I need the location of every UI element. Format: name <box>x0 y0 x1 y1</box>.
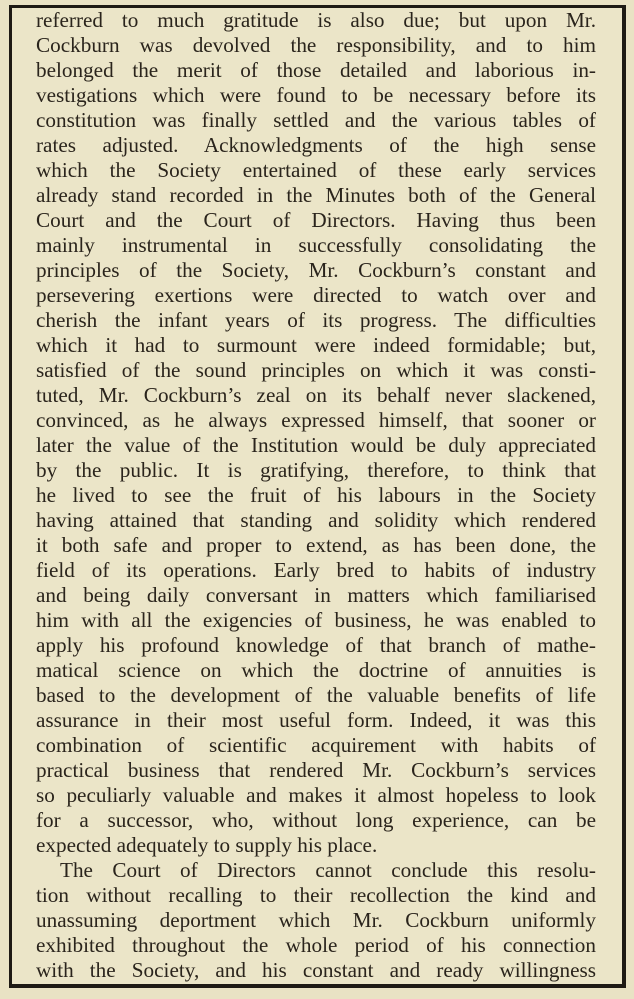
text-line: already stand recorded in the Minutes both of the General <box>36 183 596 207</box>
text-line: practical business that rendered Mr. Cockburn’s services <box>36 758 596 782</box>
text-line: convinced, as he always expressed himself, that sooner or <box>36 408 596 432</box>
text-line: which the Society entertained of these early services <box>36 158 596 182</box>
text-line: constitution was finally settled and the various tables of <box>36 108 596 132</box>
text-line: which it had to surmount were indeed formidable; but, <box>36 333 596 357</box>
text-line: belonged the merit of those detailed and laborious in- <box>36 58 596 82</box>
text-line: tuted, Mr. Cockburn’s zeal on its behalf never slackened, <box>36 383 596 407</box>
text-line: matical science on which the doctrine of annuities is <box>36 658 596 682</box>
text-line: persevering exertions were directed to watch over and <box>36 283 596 307</box>
text-line: rates adjusted. Acknowledgments of the high sense <box>36 133 596 157</box>
text-line: field of its operations. Early bred to habits of industry <box>36 558 596 582</box>
text-line: Cockburn was devolved the responsibility, and to him <box>36 33 596 57</box>
text-line: tion without recalling to their recollection the kind and <box>36 883 596 907</box>
paragraph-end-line: expected adequately to supply his place. <box>36 833 378 857</box>
text-line: him with all the exigencies of business, he was enabled to <box>36 608 596 632</box>
text-line: satisfied of the sound principles on which it was consti- <box>36 358 596 382</box>
text-line: combination of scientific acquirement with habits of <box>36 733 596 757</box>
text-line: by the public. It is gratifying, therefore, to think that <box>36 458 596 482</box>
text-line: with the Society, and his constant and ready willingness <box>36 958 596 982</box>
paragraph-start-line: The Court of Directors cannot conclude this resolu- <box>60 858 596 882</box>
text-line: unassuming deportment which Mr. Cockburn uniformly <box>36 908 596 932</box>
text-line: so peculiarly valuable and makes it almost hopeless to look <box>36 783 596 807</box>
text-line: having attained that standing and solidity which rendered <box>36 508 596 532</box>
text-line: Court and the Court of Directors. Having thus been <box>36 208 596 232</box>
text-line: assurance in their most useful form. Indeed, it was this <box>36 708 596 732</box>
text-line: he lived to see the fruit of his labours in the Society <box>36 483 596 507</box>
text-line: and being daily conversant in matters which familiarised <box>36 583 596 607</box>
text-line: mainly instrumental in successfully consolidating the <box>36 233 596 257</box>
text-line: referred to much gratitude is also due; but upon Mr. <box>36 8 596 32</box>
text-line: apply his profound knowledge of that branch of mathe- <box>36 633 596 657</box>
text-line: it both safe and proper to extend, as has been done, the <box>36 533 596 557</box>
body-text <box>36 8 596 983</box>
text-line: based to the development of the valuable benefits of life <box>36 683 596 707</box>
text-line: later the value of the Institution would be duly appreciated <box>36 433 596 457</box>
text-line: for a successor, who, without long experience, can be <box>36 808 596 832</box>
text-line: principles of the Society, Mr. Cockburn’s constant and <box>36 258 596 282</box>
text-line: exhibited throughout the whole period of his connection <box>36 933 596 957</box>
text-line: vestigations which were found to be necessary before its <box>36 83 596 107</box>
text-line: cherish the infant years of its progress. The difficulties <box>36 308 596 332</box>
